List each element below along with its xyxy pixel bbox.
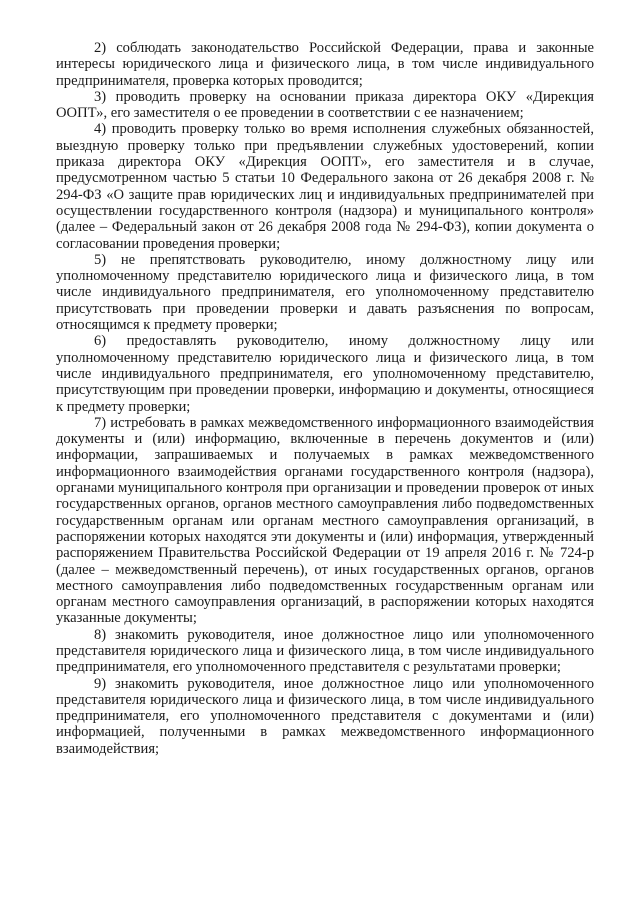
paragraph-item-6: 6) предоставлять руководителю, иному должностному лицу или уполномоченному представителю юридического лица и физического лица, в том числе индивидуального предпринимателя, его уполномоченному представителю, присутствующим при проведении проверки, информацию и документы, относящиеся к предмету проверки; — [56, 333, 594, 415]
paragraph-item-9: 9) знакомить руководителя, иное должностное лицо или уполномоченного представителя юридического лица и физического лица, в том числе индивидуального предпринимателя, его уполномоченного представителя с документами и (или) информацией, полученными в рамках межведомственного информационного взаимодействия; — [56, 675, 594, 757]
document-body — [56, 40, 594, 757]
paragraph-item-2: 2) соблюдать законодательство Российской Федерации, права и законные интересы юридического лица и физического лица, в том числе индивидуального предпринимателя, проверка которых проводится; — [56, 40, 594, 89]
paragraph-item-5: 5) не препятствовать руководителю, иному должностному лицу или уполномоченному представителю юридического лица и физического лица, в том числе индивидуального предпринимателя, его уполномоченному представителю присутствовать при проведении проверки и давать разъяснения по вопросам, относящимся к предмету проверки; — [56, 251, 594, 334]
paragraph-item-4: 4) проводить проверку только во время исполнения служебных обязанностей, выездную проверку только при предъявлении служебных удостоверений, копии приказа директора ОКУ «Дирекция ООПТ», его заместителя и в случае, предусмотренном частью 5 статьи 10 Федерального закона от 26 декабря 2008 г. № 294-ФЗ «О защите прав юридических лиц и индивидуальных предпринимателей при осуществлении государственного контроля (надзора) и муниципального контроля» (далее – Федеральный закон от 26 декабря 2008 года № 294-ФЗ), копии документа о согласовании проведения проверки; — [56, 121, 594, 252]
paragraph-item-7: 7) истребовать в рамках межведомственного информационного взаимодействия документы и (или) информацию, включенные в перечень документов и (или) информации, запрашиваемых и получаемых в рамках межведомственного информационного взаимодействия органами государственного контроля (надзора), органами муниципального контроля при организации и проведении проверок от иных государственных органов, органов местного самоуправления либо подведомственных государственным органам или органам местного самоуправления организаций, в распоряжении которых находятся эти документы и (или) информация, утвержденный распоряжением Правительства Российской Федерации от 19 апреля 2016 г. № 724-р (далее – межведомственный перечень), от иных государственных органов, органов местного самоуправления либо подведомственных государственным органам или органам местного самоуправления организаций, в распоряжении которых находятся указанные документы; — [56, 414, 594, 627]
paragraph-item-3: 3) проводить проверку на основании приказа директора ОКУ «Дирекция ООПТ», его заместителя о ее проведении в соответствии с ее назначением; — [56, 88, 594, 122]
paragraph-item-8: 8) знакомить руководителя, иное должностное лицо или уполномоченного представителя юридического лица и физического лица, в том числе индивидуального предпринимателя, его уполномоченного представителя с результатами проверки; — [56, 626, 594, 676]
